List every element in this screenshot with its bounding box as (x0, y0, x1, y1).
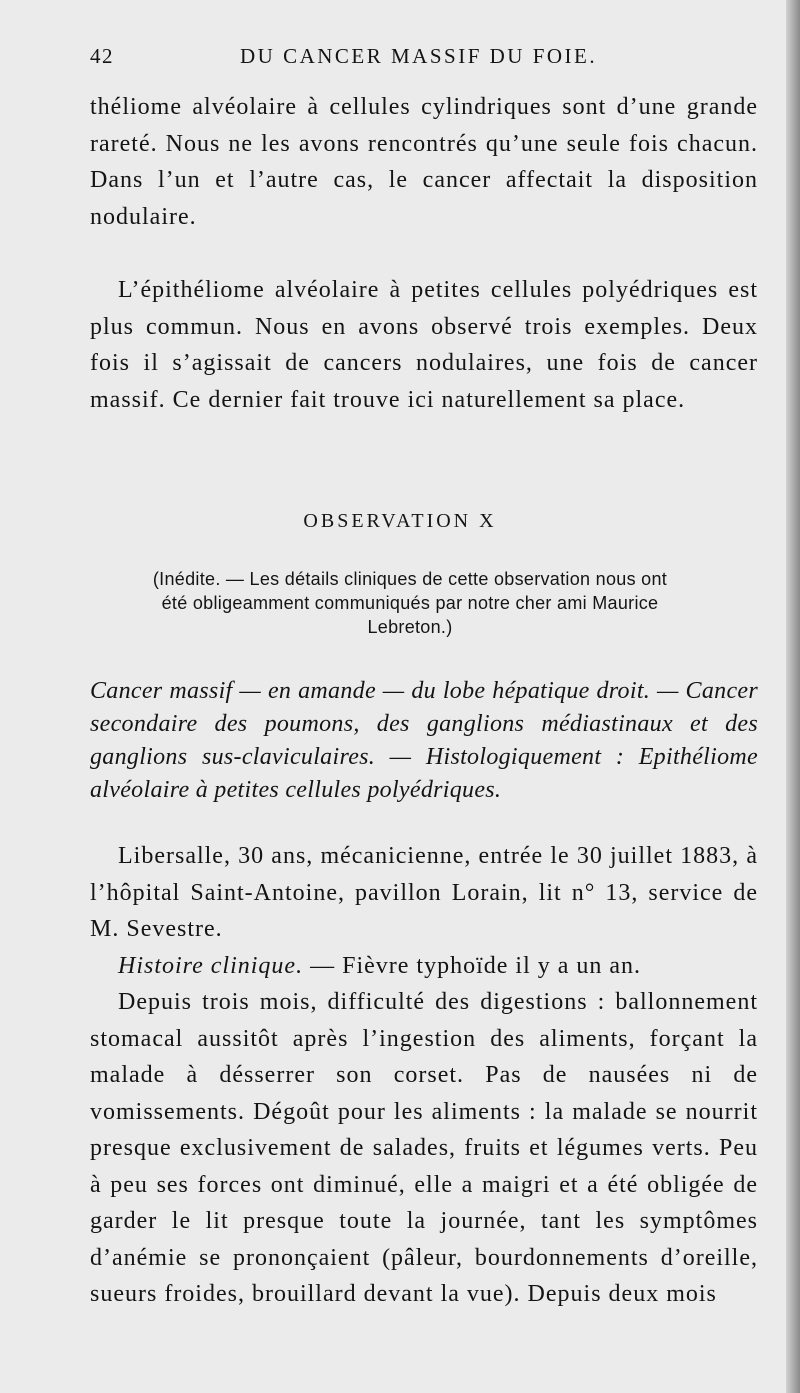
case-summary-block (90, 675, 758, 807)
paragraph-1-block (90, 89, 758, 235)
page-edge-shadow (786, 0, 800, 1393)
paragraph-1: théliome alvéolaire à cellules cylindriques sont d’une grande rareté. Nous ne les avons rencontrés qu’une seule fois chacun. Dans l’un et l’autre cas, le cancer affectait la disposition nodulaire. (90, 94, 758, 230)
symptoms-paragraph: Depuis trois mois, difficulté des digestions : ballonnement stomacal aussitôt après l’ingestion des aliments, forçant la malade à désserrer son corset. Pas de nausées ni de vomissements. Dégoût pour les aliments : la malade se nourrit presque exclusivement de salades, fruits et légumes verts. Peu à peu ses forces ont diminué, elle a maigri et a été obligée de garder le lit presque toute la journée, tant les symptômes d’anémie se prononçaient (pâleur, bourdonnements d’oreille, sueurs froides, brouillard devant la vue). Depuis deux mois (90, 989, 758, 1307)
running-title: DU CANCER MASSIF DU FOIE. (240, 44, 598, 68)
patient-admission-paragraph: Libersalle, 30 ans, mécanicienne, entrée le 30 juillet 1883, à l’hôpital Saint-Antoine, pavillon Lorain, lit n° 13, service de M. Sevestre. (90, 843, 758, 942)
observation-source-note: (Inédite. — Les détails cliniques de cette observation nous ont été obligeamment communiqués par notre cher ami Maurice Lebreton.) (152, 569, 668, 637)
clinical-history-label: Histoire clinique. (118, 952, 304, 979)
page-header (90, 44, 758, 78)
clinical-history-text: — Fièvre typhoïde il y a un an. (303, 952, 642, 979)
observation-title: OBSERVATION X (303, 510, 497, 532)
case-summary: Cancer massif — en amande — du lobe hépatique droit. — Cancer secondaire des poumons, des ganglions médiastinaux et des ganglions sus-claviculaires. — Histologiquement : Epithéliome alvéolaire à petites cellules polyédriques. (90, 678, 758, 803)
paragraph-2-block (90, 272, 758, 418)
paragraph-2: L’épithéliome alvéolaire à petites cellules polyédriques est plus commun. Nous en avons observé trois exemples. Deux fois il s’agissait de cancers nodulaires, une fois de cancer massif. Ce dernier fait trouve ici naturellement sa place. (90, 277, 758, 413)
clinical-text-block (90, 838, 758, 1313)
clinical-history-paragraph (90, 948, 758, 985)
page-number: 42 (90, 44, 114, 68)
